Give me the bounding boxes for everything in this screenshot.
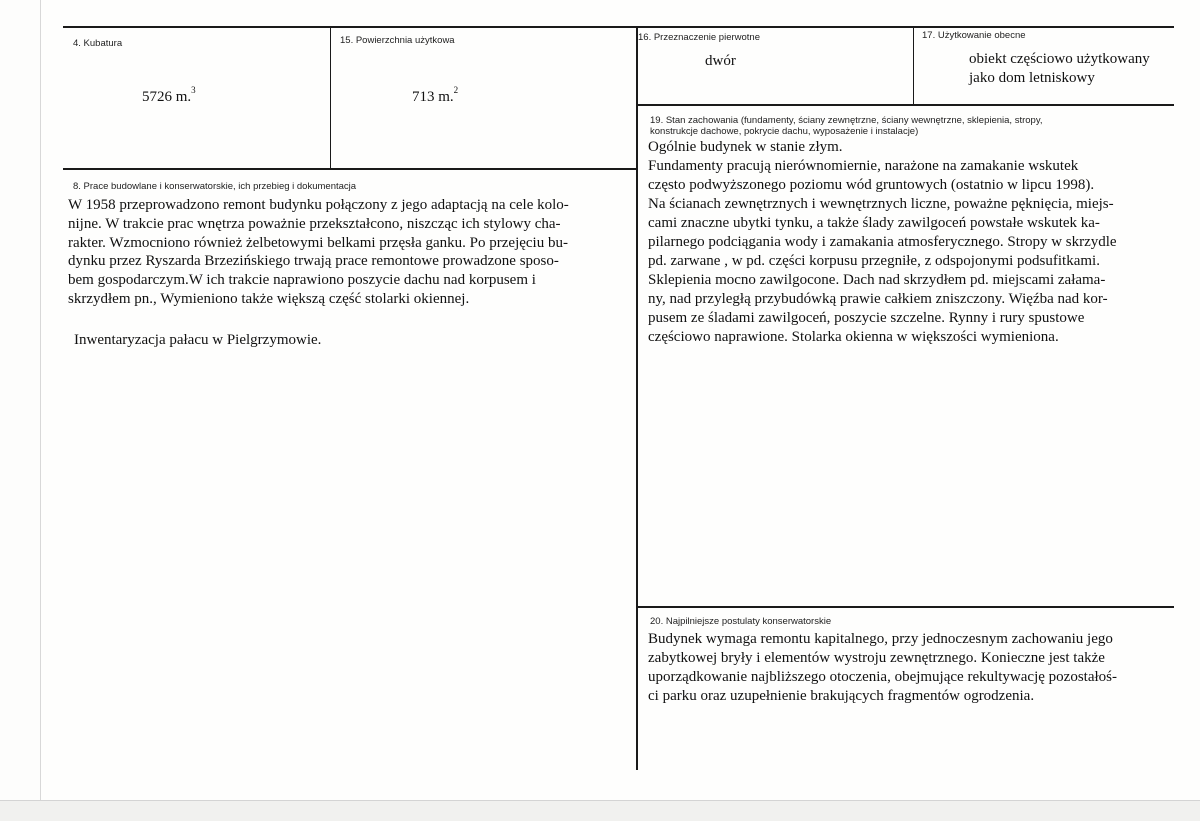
scan-bottom-edge xyxy=(0,800,1200,821)
field-8-line-5: bem gospodarczym.W ich trakcie naprawiono poszycie dachu nad korpusem i xyxy=(68,272,536,288)
kubatura-value: 5726 m. xyxy=(142,89,192,105)
divider-f16-f17 xyxy=(913,27,914,104)
field-20-line-4: ci parku oraz uzupełnienie brakujących fragmentów ogrodzenia. xyxy=(648,688,1035,704)
field-8-line-1: W 1958 przeprowadzono remont budynku połączony z jego adaptacją na cele kolo- xyxy=(68,197,569,213)
field-16-label: 16. Przeznaczenie pierwotne xyxy=(638,32,760,43)
divider-under-f4-f15 xyxy=(63,168,637,170)
field-19-line-11: częściowo naprawione. Stolarka okienna w większości wymieniona. xyxy=(648,329,1059,345)
field-19-line-8: Sklepienia mocno zawilgocone. Dach nad skrzydłem pd. miejscami załama- xyxy=(648,272,1106,288)
field-8-line-3: rakter. Wzmocniono również żelbetowymi belkami przęsła ganku. Po przejęciu bu- xyxy=(68,235,568,251)
field-19-line-5: cami znaczne ubytki tynku, a także ślady zawilgoceń powstałe wskutek ka- xyxy=(648,215,1100,231)
divider-under-f16-f17 xyxy=(637,104,1174,106)
field-19-line-10: pusem ze śladami zawilgoceń, poszycie szczelne. Rynny i rury spustowe xyxy=(648,310,1085,326)
field-19-line-1: Ogólnie budynek w stanie złym. xyxy=(648,139,843,155)
field-17-line-2: jako dom letniskowy xyxy=(969,70,1095,86)
field-4-value xyxy=(142,87,196,106)
kubatura-unit-exponent: 3 xyxy=(191,85,196,95)
divider-under-f19 xyxy=(637,606,1174,608)
top-border-line xyxy=(63,26,1174,28)
field-20-line-1: Budynek wymaga remontu kapitalnego, przy jednoczesnym zachowaniu jego xyxy=(648,631,1113,647)
field-8-inventory-note: Inwentaryzacja pałacu w Pielgrzymowie. xyxy=(74,332,322,348)
field-17-line-1: obiekt częściowo użytkowany xyxy=(969,51,1150,67)
field-20-line-3: uporządkowanie najbliższego otoczenia, obejmujące rekultywację pozostałoś- xyxy=(648,669,1117,685)
field-19-line-4: Na ścianach zewnętrznych i wewnętrznych liczne, poważne pęknięcia, miejs- xyxy=(648,196,1114,212)
field-20-line-2: zabytkowej bryły i elementów wystroju zewnętrznego. Konieczne jest także xyxy=(648,650,1105,666)
field-19-line-6: pilarnego podciągania wody i zamakania atmosferycznego. Stropy w skrzydle xyxy=(648,234,1117,250)
field-15-label: 15. Powierzchnia użytkowa xyxy=(340,35,455,46)
field-19-label-line-1: 19. Stan zachowania (fundamenty, ściany zewnętrzne, ściany wewnętrzne, sklepienia, stropy, xyxy=(650,115,1043,126)
field-4-label: 4. Kubatura xyxy=(73,38,123,49)
field-19-line-7: pd. zarwane , w pd. części korpusu przegniłe, z odspojonymi podsufitkami. xyxy=(648,253,1100,269)
area-value: 713 m. xyxy=(412,89,454,105)
field-19-line-3: często podwyższonego poziomu wód gruntowych (ostatnio w lipcu 1998). xyxy=(648,177,1095,193)
divider-f4-f15 xyxy=(330,27,331,169)
area-unit-exponent: 2 xyxy=(453,85,459,95)
field-8-line-6: skrzydłem pn., Wymieniono także większą część stolarki okiennej. xyxy=(68,291,470,307)
field-8-line-4: dynku przez Ryszarda Brzezińskiego trwają prace remontowe prowadzone sposo- xyxy=(68,253,559,269)
field-8-line-2: nijne. W trakcie prac wnętrza poważnie przekształcono, niszcząc ich stylowy cha- xyxy=(68,216,561,232)
field-19-label-line-2: konstrukcje dachowe, pokrycie dachu, wyposażenie i instalacje) xyxy=(650,126,919,137)
field-17-label: 17. Użytkowanie obecne xyxy=(922,30,1026,41)
field-15-value xyxy=(412,87,458,106)
field-16-value: dwór xyxy=(705,53,736,69)
field-19-line-2: Fundamenty pracują nierównomiernie, narażone na zamakanie wskutek xyxy=(648,158,1079,174)
divider-left-right xyxy=(636,27,638,770)
field-19-line-9: ny, nad przyległą przybudówką prawie całkiem zniszczony. Więźba nad kor- xyxy=(648,291,1108,307)
field-20-label: 20. Najpilniejsze postulaty konserwatorskie xyxy=(650,616,832,627)
field-8-label: 8. Prace budowlane i konserwatorskie, ich przebieg i dokumentacja xyxy=(73,181,357,192)
